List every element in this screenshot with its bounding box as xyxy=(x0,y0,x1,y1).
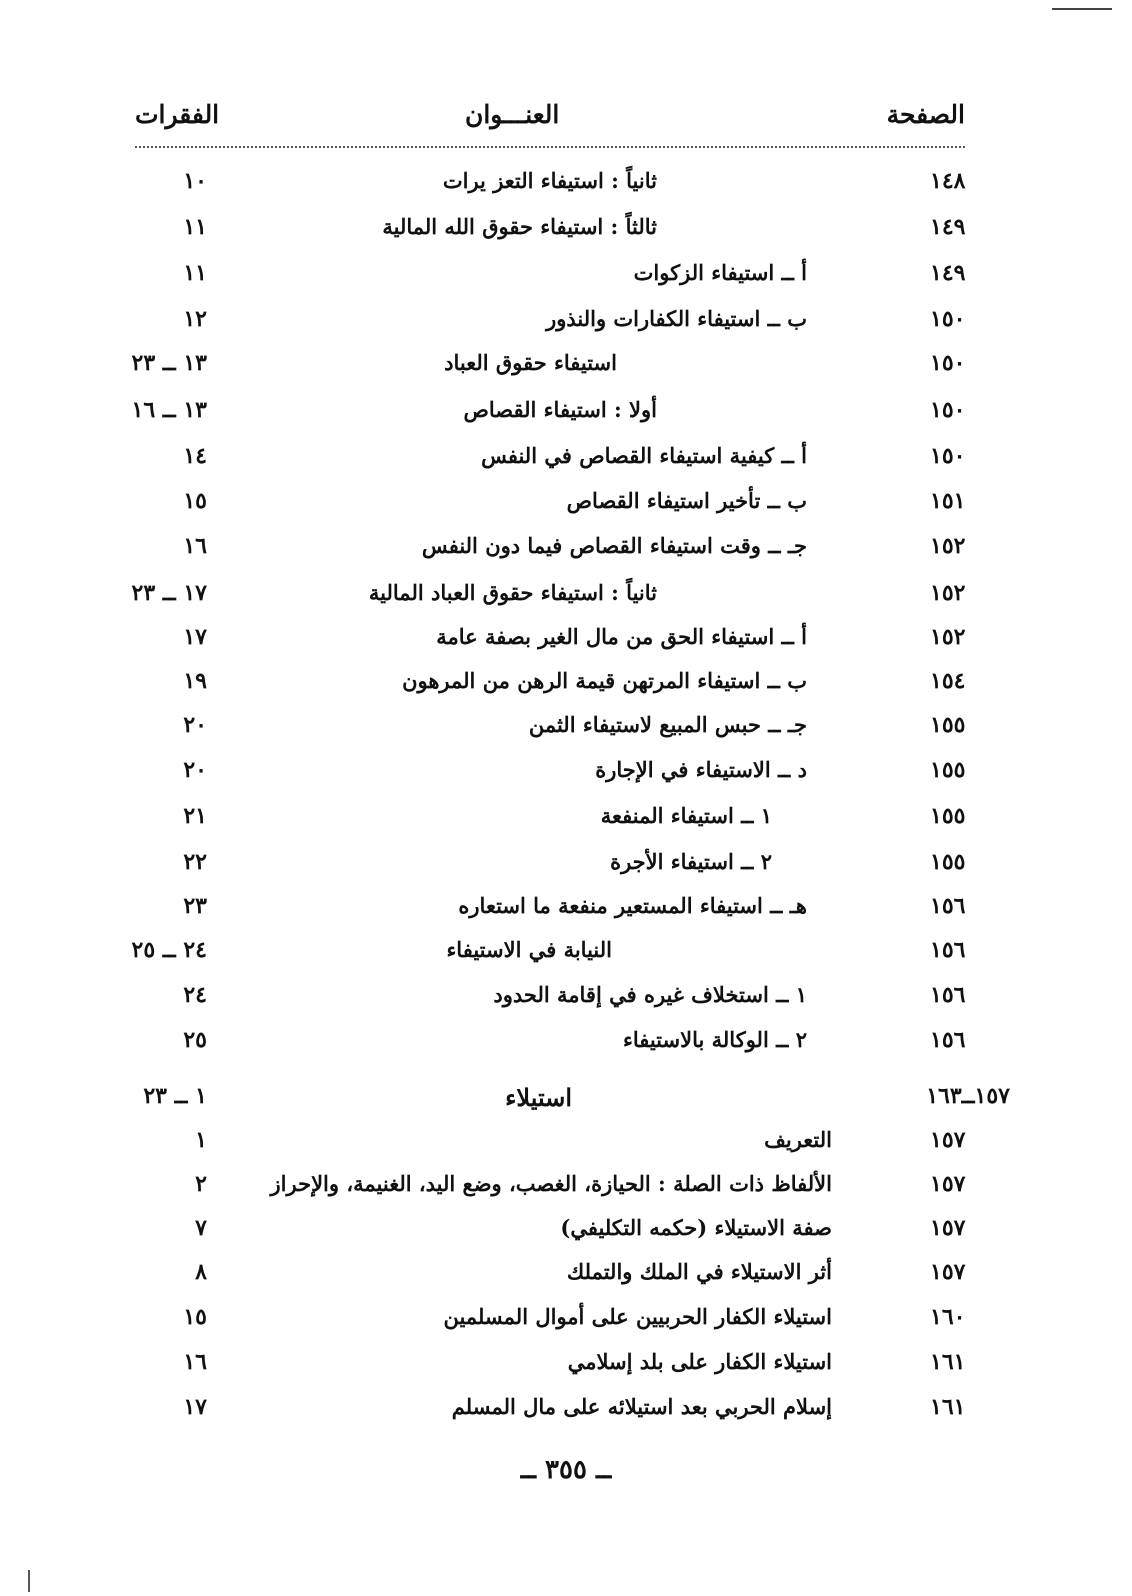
table-row xyxy=(0,1304,1132,1344)
table-row xyxy=(0,1083,1132,1123)
row-page-number: ١٥٠ xyxy=(930,397,966,423)
row-title: أ ــ استيفاء الحق من مال الغير بصفة عامة xyxy=(436,624,807,649)
row-paragraphs: ١٦ xyxy=(183,533,207,559)
row-title: ثانياً : استيفاء حقوق العباد المالية xyxy=(368,580,657,605)
row-paragraphs: ١٦ xyxy=(183,1349,207,1375)
row-title: استيلاء الكفار الحربيين على أموال المسلمين xyxy=(443,1304,832,1329)
row-paragraphs: ١ ــ ٢٣ xyxy=(143,1083,207,1109)
row-page-number: ١٥٠ xyxy=(930,350,966,376)
row-page-number: ١٥٥ xyxy=(930,849,966,875)
row-title: الألفاظ ذات الصلة : الحيازة، الغصب، وضع اليد، الغنيمة، والإحراز xyxy=(270,1171,832,1196)
table-row xyxy=(0,580,1132,620)
row-title: النيابة في الاستيفاء xyxy=(446,937,612,962)
row-title: ثالثاً : استيفاء حقوق الله المالية xyxy=(382,214,657,239)
table-row xyxy=(0,937,1132,977)
row-title: استيفاء حقوق العباد xyxy=(444,350,617,375)
row-paragraphs: ٢٤ xyxy=(183,982,207,1008)
row-title: إسلام الحربي بعد استيلائه على مال المسلم xyxy=(451,1394,832,1419)
table-row xyxy=(0,1027,1132,1067)
row-title: أثر الاستيلاء في الملك والتملك xyxy=(566,1259,832,1284)
row-paragraphs: ١٣ ــ ٢٣ xyxy=(131,350,207,376)
row-title: ب ــ استيفاء الكفارات والنذور xyxy=(546,306,807,331)
row-page-number: ١٥٧ــ١٦٣ xyxy=(926,1083,1010,1109)
row-page-number: ١٥٠ xyxy=(930,443,966,469)
row-title: ثانياً : استيفاء التعز يرات xyxy=(442,168,657,193)
row-title: جـ ــ حبس المبيع لاستيفاء الثمن xyxy=(528,712,807,737)
row-page-number: ١٥٧ xyxy=(930,1259,966,1285)
table-row xyxy=(0,1349,1132,1389)
row-page-number: ١٥٢ xyxy=(930,624,966,650)
table-row xyxy=(0,624,1132,664)
row-title: استيلاء الكفار على بلد إسلامي xyxy=(567,1349,832,1374)
row-title: ٢ ــ الوكالة بالاستيفاء xyxy=(622,1027,807,1052)
row-page-number: ١٥٥ xyxy=(930,803,966,829)
row-paragraphs: ٢٠ xyxy=(183,712,207,738)
table-row xyxy=(0,214,1132,254)
row-title: ١ ــ استخلاف غيره في إقامة الحدود xyxy=(493,982,807,1007)
row-paragraphs: ٨ xyxy=(195,1259,207,1285)
table-row xyxy=(0,803,1132,843)
row-paragraphs: ١١ xyxy=(183,260,207,286)
row-paragraphs: ١ xyxy=(195,1127,207,1153)
row-paragraphs: ٢١ xyxy=(183,803,207,829)
row-paragraphs: ١٠ xyxy=(183,168,207,194)
table-row xyxy=(0,260,1132,300)
table-row xyxy=(0,668,1132,708)
row-paragraphs: ٢٢ xyxy=(183,849,207,875)
row-title: ٢ ــ استيفاء الأجرة xyxy=(610,849,772,874)
row-page-number: ١٥٧ xyxy=(930,1127,966,1153)
row-page-number: ١٤٩ xyxy=(930,214,966,240)
row-title: التعريف xyxy=(764,1127,832,1152)
row-paragraphs: ١٢ xyxy=(183,306,207,332)
table-row xyxy=(0,757,1132,797)
table-row xyxy=(0,306,1132,346)
row-page-number: ١٥١ xyxy=(930,488,966,514)
table-row xyxy=(0,712,1132,752)
corner-mark xyxy=(28,1570,42,1592)
page-number: ــ ٣٥٥ ــ xyxy=(520,1455,612,1485)
table-row xyxy=(0,350,1132,390)
row-title: د ــ الاستيفاء في الإجارة xyxy=(595,757,807,782)
table-row xyxy=(0,397,1132,437)
row-paragraphs: ٢٤ ــ ٢٥ xyxy=(131,937,207,963)
row-page-number: ١٥٤ xyxy=(930,668,966,694)
row-paragraphs: ١٧ xyxy=(183,1394,207,1420)
row-paragraphs: ١٣ ــ ١٦ xyxy=(131,397,207,423)
top-rule xyxy=(1052,8,1112,10)
table-row xyxy=(0,1394,1132,1434)
header-paragraphs-label: الفقرات xyxy=(135,100,220,129)
table-row xyxy=(0,849,1132,889)
row-title: استيلاء xyxy=(505,1083,572,1112)
header-pages-label: الصفحة xyxy=(886,100,965,129)
table-row xyxy=(0,1215,1132,1255)
row-page-number: ١٥٧ xyxy=(930,1215,966,1241)
row-page-number: ١٥٥ xyxy=(930,712,966,738)
table-header xyxy=(135,100,965,140)
row-title: أ ــ كيفية استيفاء القصاص في النفس xyxy=(481,443,807,468)
row-title: ١ ــ استيفاء المنفعة xyxy=(600,803,772,828)
row-page-number: ١٥٢ xyxy=(930,533,966,559)
row-page-number: ١٥٦ xyxy=(930,937,966,963)
row-paragraphs: ١٥ xyxy=(183,488,207,514)
row-page-number: ١٥٠ xyxy=(930,306,966,332)
row-paragraphs: ٢٣ xyxy=(183,893,207,919)
row-page-number: ١٥٧ xyxy=(930,1171,966,1197)
row-page-number: ١٤٨ xyxy=(930,168,966,194)
row-title: هـ ــ استيفاء المستعير منفعة ما استعاره xyxy=(458,893,807,918)
header-title-label: العنـــوان xyxy=(465,100,560,129)
table-row xyxy=(0,1171,1132,1211)
row-page-number: ١٥٢ xyxy=(930,580,966,606)
row-page-number: ١٦١ xyxy=(930,1349,966,1375)
row-title: ب ــ استيفاء المرتهن قيمة الرهن من المرهون xyxy=(402,668,807,693)
row-page-number: ١٥٦ xyxy=(930,982,966,1008)
row-page-number: ١٥٦ xyxy=(930,893,966,919)
table-row xyxy=(0,982,1132,1022)
row-paragraphs: ٢٠ xyxy=(183,757,207,783)
row-paragraphs: ١٤ xyxy=(183,443,207,469)
table-row xyxy=(0,168,1132,208)
row-title: ب ــ تأخير استيفاء القصاص xyxy=(566,488,807,513)
table-row xyxy=(0,443,1132,483)
row-paragraphs: ١٧ ــ ٢٣ xyxy=(131,580,207,606)
row-title: أ ــ استيفاء الزكوات xyxy=(633,260,807,285)
table-row xyxy=(0,533,1132,573)
header-divider xyxy=(135,146,965,148)
row-paragraphs: ١٧ xyxy=(183,624,207,650)
row-page-number: ١٥٥ xyxy=(930,757,966,783)
row-title: جـ ــ وقت استيفاء القصاص فيما دون النفس xyxy=(421,533,807,558)
table-row xyxy=(0,893,1132,933)
row-page-number: ١٥٦ xyxy=(930,1027,966,1053)
table-row xyxy=(0,488,1132,528)
row-page-number: ١٤٩ xyxy=(930,260,966,286)
row-page-number: ١٦٠ xyxy=(930,1304,966,1330)
table-row xyxy=(0,1127,1132,1167)
row-paragraphs: ٧ xyxy=(195,1215,207,1241)
row-paragraphs: ١١ xyxy=(183,214,207,240)
row-paragraphs: ٢٥ xyxy=(183,1027,207,1053)
row-paragraphs: ١٩ xyxy=(183,668,207,694)
row-title: صفة الاستيلاء (حكمه التكليفي) xyxy=(560,1215,832,1240)
row-paragraphs: ١٥ xyxy=(183,1304,207,1330)
row-paragraphs: ٢ xyxy=(195,1171,207,1197)
row-title: أولا : استيفاء القصاص xyxy=(463,397,657,422)
table-row xyxy=(0,1259,1132,1299)
row-page-number: ١٦١ xyxy=(930,1394,966,1420)
